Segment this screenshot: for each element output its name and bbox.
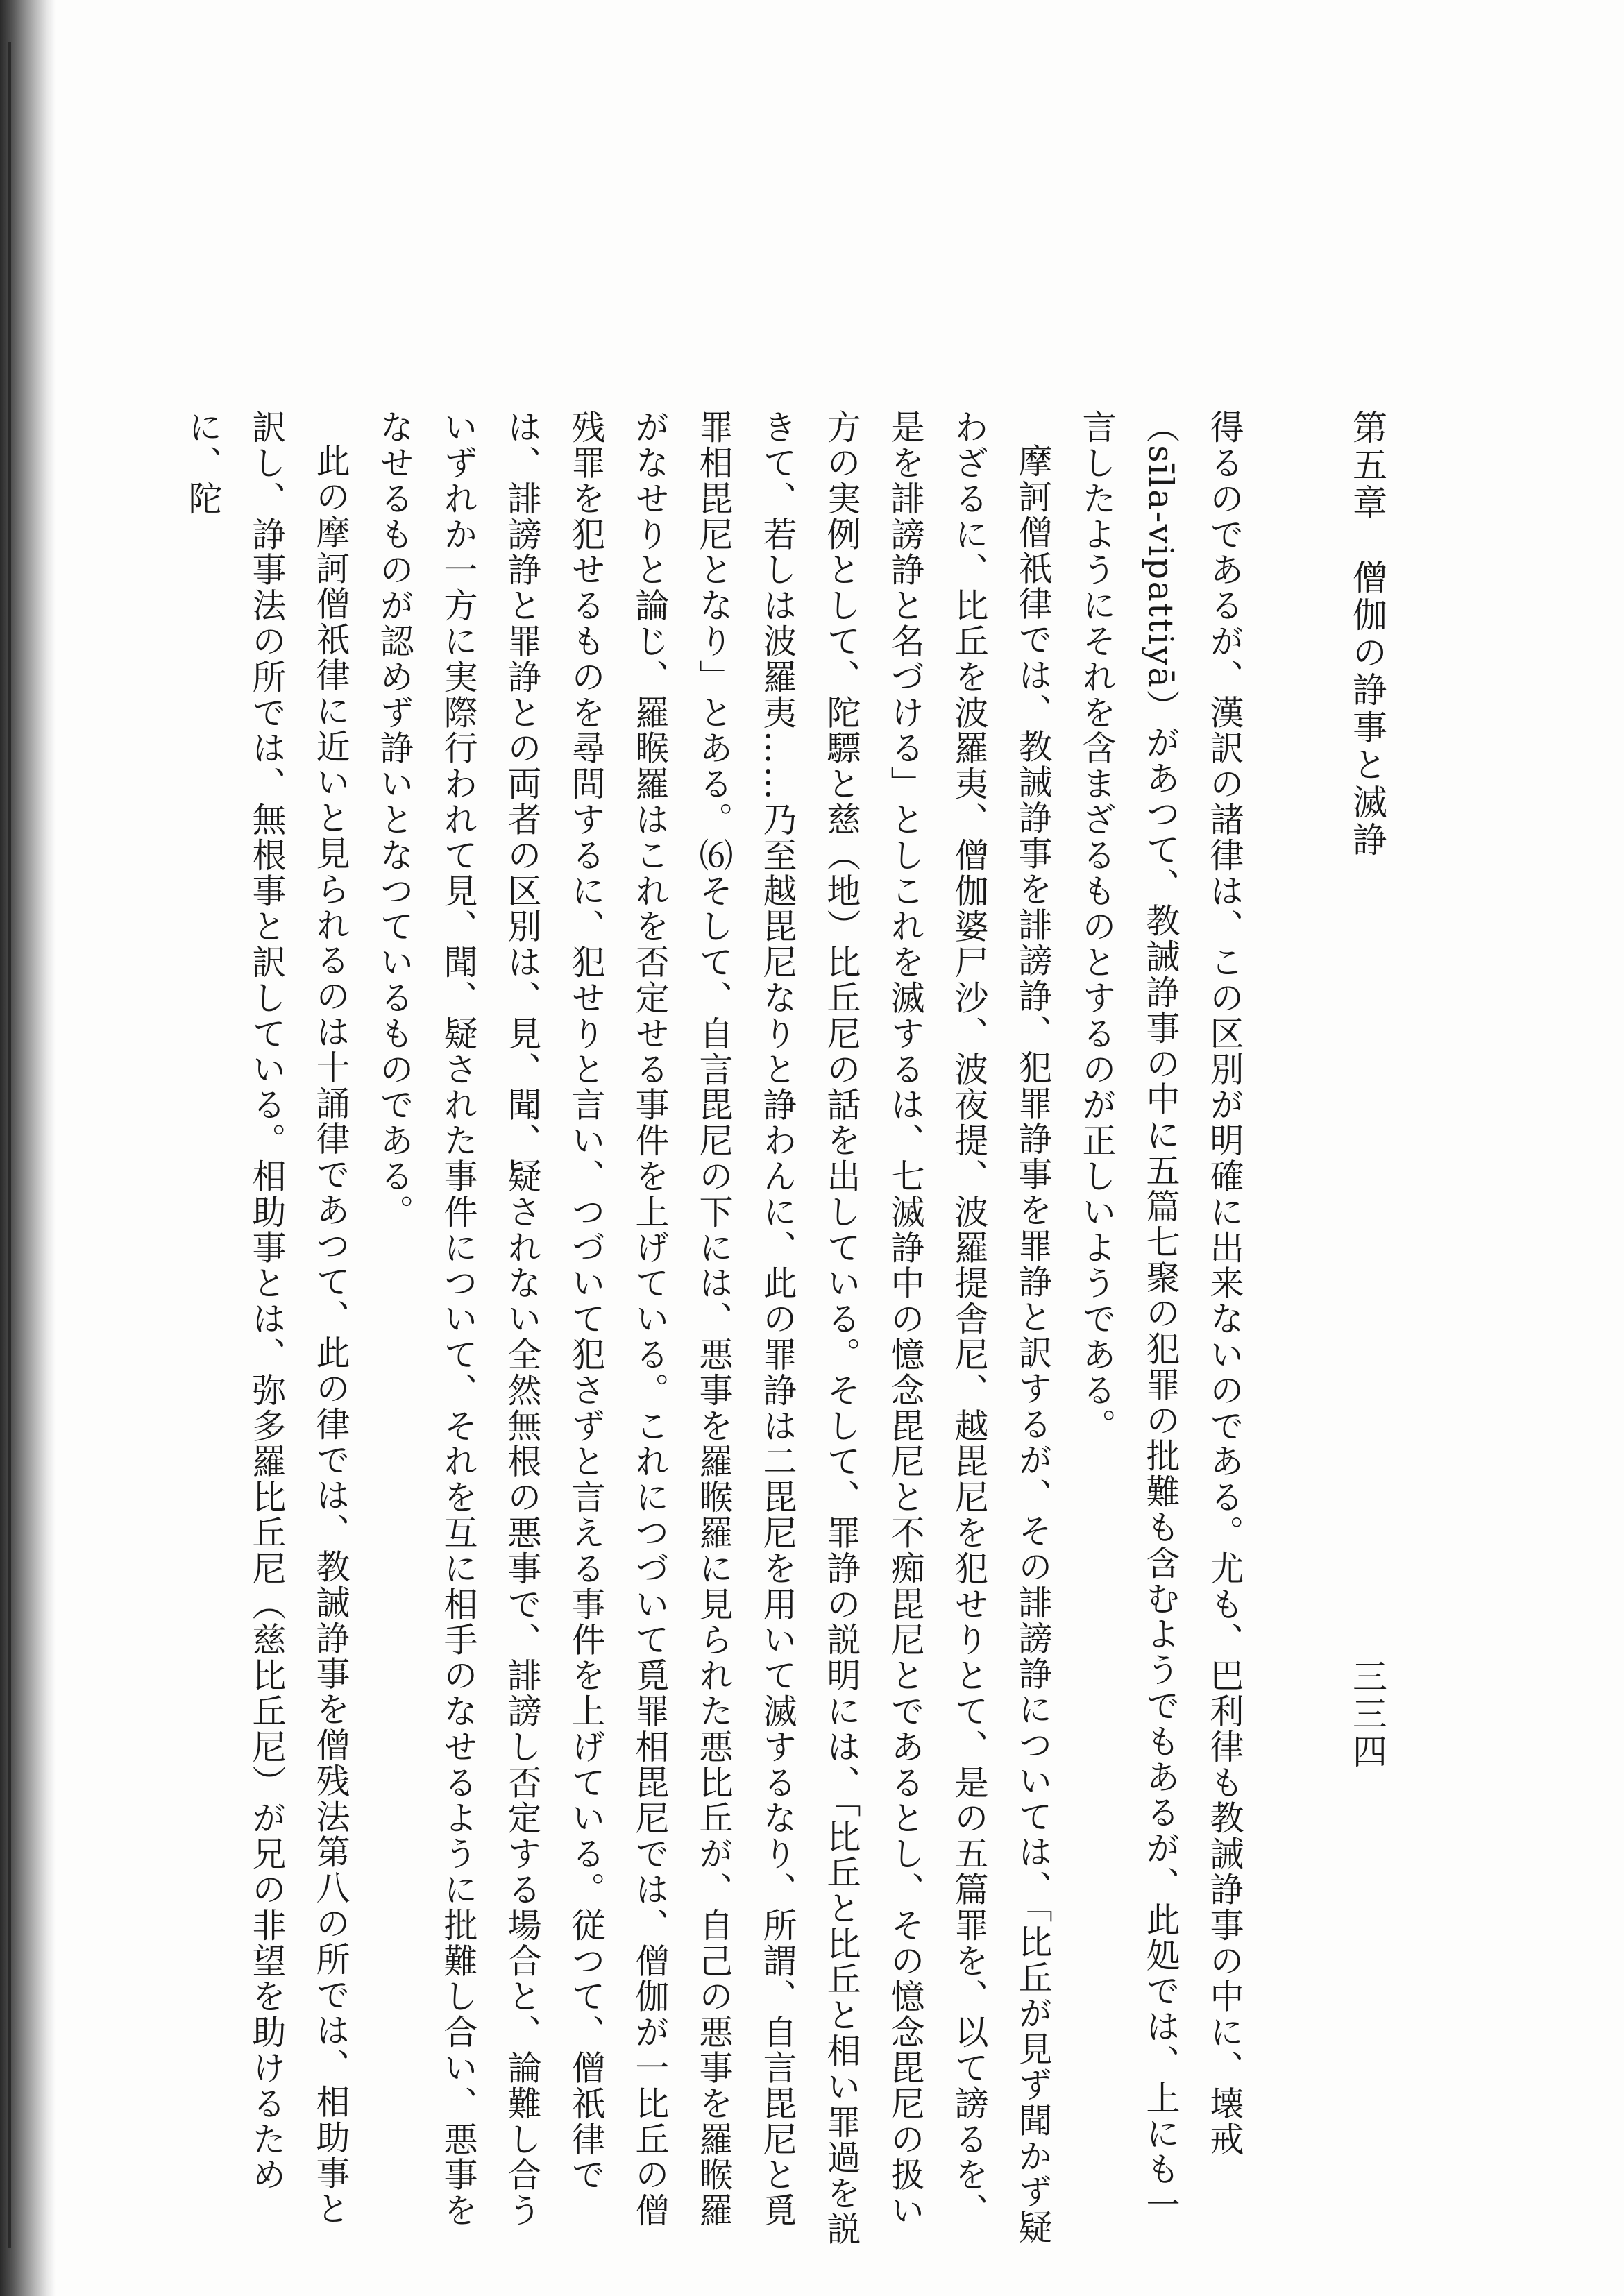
page-number: 三三四 (1347, 1658, 1387, 1771)
paragraph-1: 得るのであるが、漢訳の諸律は、この区別が明確に出来ないのである。尤も、巴利律も教誡諍事の中に、壊戒（sīla-vipattiyā）があつて、教誡諍事の中に五篇七聚の犯罪の批難も含むようでもあるが、此処では、上にも一言したようにそれを含まざるものとするのが正しいようである。 (1077, 409, 1244, 2223)
body-text (171, 409, 1256, 2248)
paragraph-3: 此の摩訶僧祇律に近いと見られるのは十誦律であつて、此の律では、教誡諍事を僧残法第八の所では、相助事と訳し、諍事法の所では、無根事と訳している。相助事とは、弥多羅比丘尼（慈比丘尼）が兄の非望を助けるために、陀 (183, 409, 350, 2227)
paragraph-2: 摩訶僧祇律では、教誡諍事を誹謗諍、犯罪諍事を罪諍と訳するが、その誹謗諍については、「比丘が見ず聞かず疑わざるに、比丘を波羅夷、僧伽婆尸沙、波夜提、波羅提舎尼、越毘尼を犯せりとて、是の五篇罪を、以て謗るを、是を誹謗諍と名づける」としこれを滅するは、七滅諍中の憶念毘尼と不痴毘尼とであるとし、その憶念毘尼の扱い方の実例として、陀驃と慈（地）比丘尼の話を出している。そして、罪諍の説明には、「比丘と比丘と相い罪過を説きて、若しは波羅夷……乃至越毘尼なりと諍わんに、此の罪諍は二毘尼を用いて滅するなり、所謂、自言毘尼と覓罪相毘尼となり」とある。⑹そして、自言毘尼の下には、悪事を羅睺羅に見られた悪比丘が、自己の悪事を羅睺羅がなせりと論じ、羅睺羅はこれを否定せる事件を上げている。これにつづいて覓罪相毘尼では、僧伽が一比丘の僧残罪を犯せるものを尋問するに、犯せりと言い、つづいて犯さずと言える事件を上げている。従つて、僧祇律では、誹謗諍と罪諍との両者の区別は、見、聞、疑されない全然無根の悪事で、誹謗し否定する場合と、論難し合ういずれか一方に実際行われて見、聞、疑された事件について、それを互に相手のなせるように批難し合い、悪事をなせるものが認めず諍いとなつているものである。 (375, 409, 1053, 2247)
scan-edge-line (8, 42, 11, 2248)
chapter-header: 第五章 僧伽の諍事と滅諍 (1347, 409, 1387, 859)
